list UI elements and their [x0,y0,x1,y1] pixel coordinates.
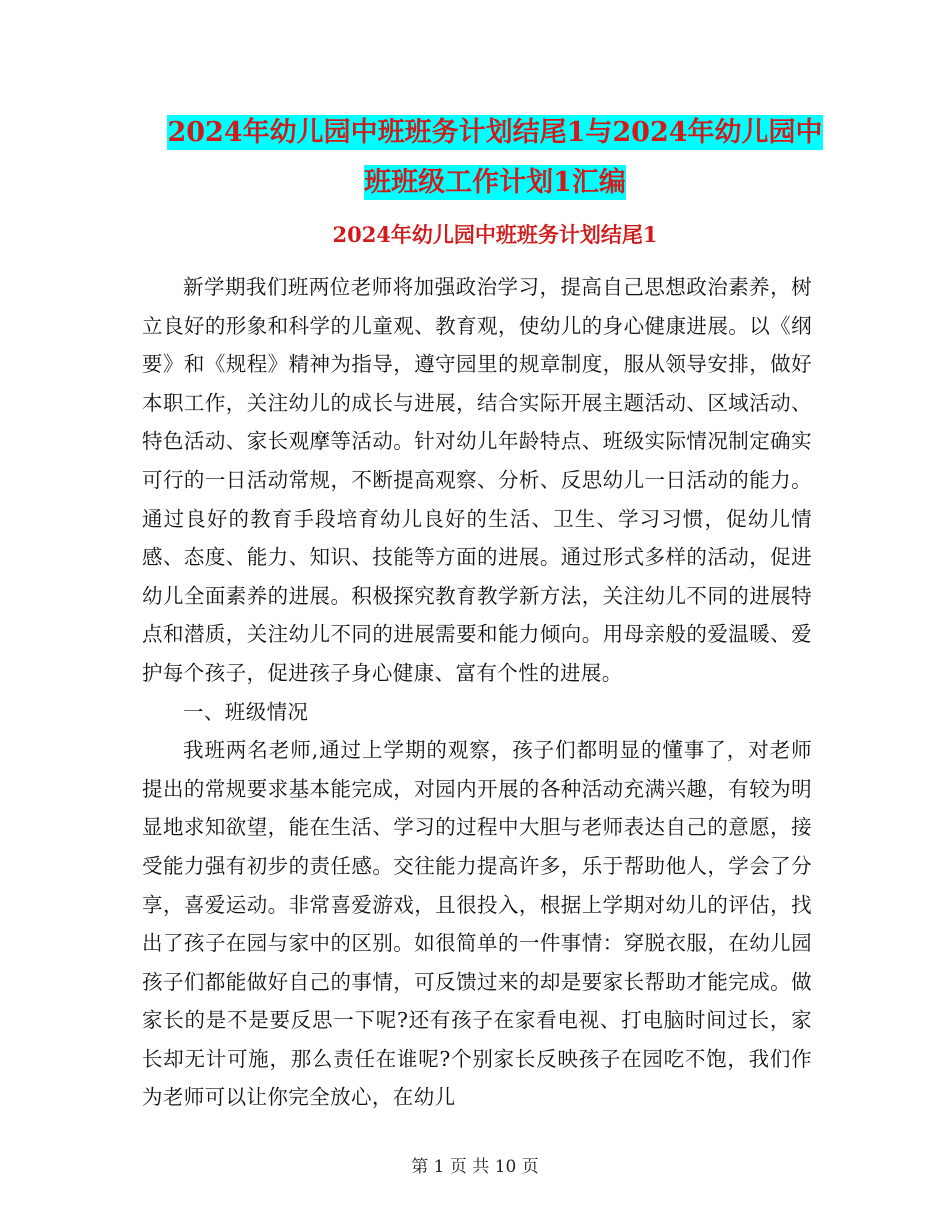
title-line-2: 班班级工作计划1汇编 [364,167,626,198]
title-line-1: 2024年幼儿园中班班务计划结尾1与2024年幼儿园中 [167,117,823,148]
body-paragraph: 新学期我们班两位老师将加强政治学习，提高自己思想政治素养，树立良好的形象和科学的儿童观、教育观，使幼儿的身心健康进展。以《纲要》和《规程》精神为指导，遵守园里的规章制度，服从领导安排，做好本职工作，关注幼儿的成长与进展，结合实际开展主题活动、区域活动、特色活动、家长观摩等活动。针对幼儿年龄特点、班级实际情况制定确实可行的一日活动常规，不断提高观察、分析、反思幼儿一日活动的能力。通过良好的教育手段培育幼儿良好的生活、卫生、学习习惯，促幼儿情感、态度、能力、知识、技能等方面的进展。通过形式多样的活动，促进幼儿全面素养的进展。积极探究教育教学新方法，关注幼儿不同的进展特点和潜质，关注幼儿不同的进展需要和能力倾向。用母亲般的爱温暖、爱护每个孩子，促进孩子身心健康、富有个性的进展。 [142,275,812,685]
document-body [142,268,812,1117]
subsection-heading: 一、班级情况 [183,699,309,724]
section-title: 2024年幼儿园中班班务计划结尾1 [332,222,658,247]
body-paragraph: 我班两名老师,通过上学期的观察，孩子们都明显的懂事了，对老师提出的常规要求基本能完成，对园内开展的各种活动充满兴趣，有较为明显地求知欲望，能在生活、学习的过程中大胆与老师表达自己的意愿，接受能力强有初步的责任感。交往能力提高许多，乐于帮助他人，学会了分享，喜爱运动。非常喜爱游戏，且很投入，根据上学期对幼儿的评估，找出了孩子在园与家中的区别。如很简单的一件事情：穿脱衣服，在幼儿园孩子们都能做好自己的事情，可反馈过来的却是要家长帮助才能完成。做家长的是不是要反思一下呢?还有孩子在家看电视、打电脑时间过长，家长却无计可施，那么责任在谁呢?个别家长反映孩子在园吃不饱，我们作为老师可以让你完全放心，在幼儿 [142,738,812,1110]
document-title [140,108,850,208]
page-number-footer: 第 1 页 共 10 页 [411,1157,539,1177]
